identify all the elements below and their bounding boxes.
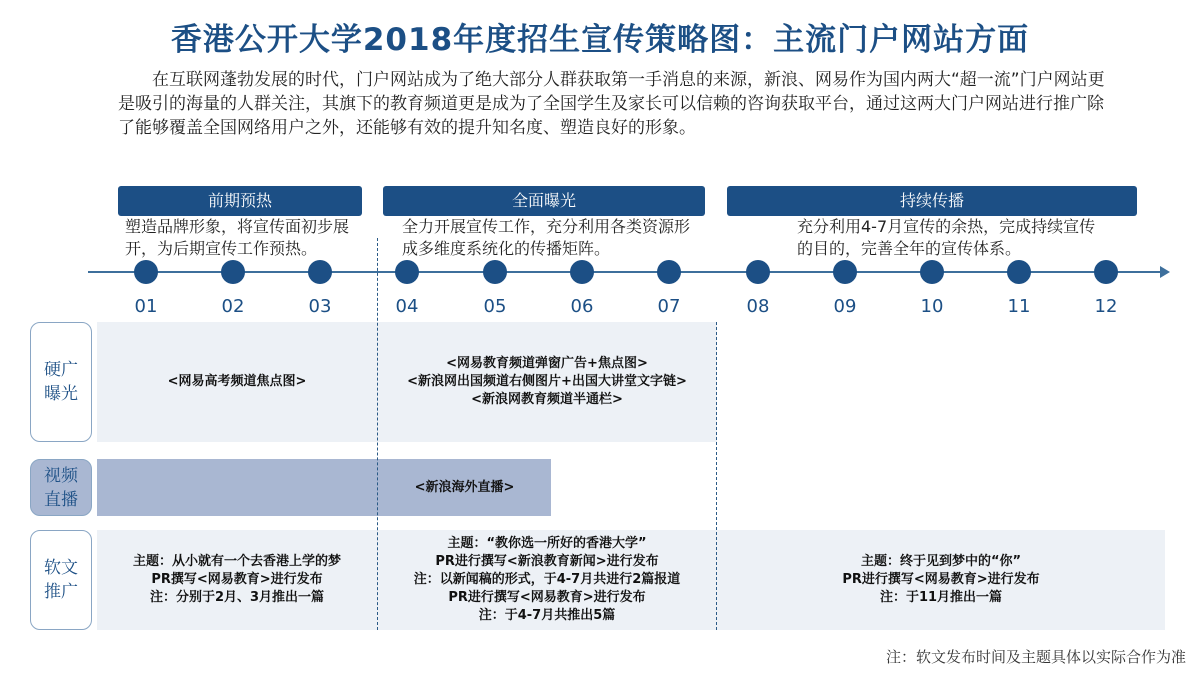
footnote: 注：软文发布时间及主题具体以实际合作为准 [885,648,1186,666]
month-label-04: 04 [395,296,419,317]
hard-ad-item: <新浪网教育频道半通栏> [471,392,623,407]
month-dot-02 [221,260,245,284]
month-dot-05 [483,260,507,284]
timeline-axis [88,271,1163,273]
month-label-03: 03 [308,296,332,317]
soft-item: PR进行撰写<新浪教育新闻>进行发布 [435,554,659,569]
soft-item: PR撰写<网易教育>进行发布 [151,572,323,587]
month-label-09: 09 [833,296,857,317]
soft-item: PR进行撰写<网易教育>进行发布 [842,572,1040,587]
month-label-10: 10 [920,296,944,317]
month-label-08: 08 [746,296,770,317]
month-label-06: 06 [570,296,594,317]
month-dot-12 [1094,260,1118,284]
timeline-arrow-icon [1160,266,1170,278]
row-label-hard-ad-text: 硬广曝光 [44,360,78,404]
row-label-hard-ad [30,322,92,442]
video-item: <新浪海外直播> [414,479,515,495]
month-dot-04 [395,260,419,284]
row-label-video [30,459,92,516]
phase-desc-continuous: 充分利用4-7月宣传的余热，完成持续宣传的目的，完善全年的宣传体系。 [797,217,1096,258]
phase-desc-exposure: 全力开展宣传工作，充分利用各类资源形成多维度系统化的传播矩阵。 [402,217,691,258]
soft-item: 注：以新闻稿的形式，于4-7月共进行2篇报道 [413,572,681,587]
hard-ad-item: <网易教育频道弹窗广告+焦点图> [446,356,648,371]
month-dot-03 [308,260,332,284]
soft-cell-exposure [378,530,716,630]
soft-item: 主题：终于见到梦中的“你” [860,554,1022,569]
row-label-soft [30,530,92,630]
month-label-02: 02 [221,296,245,317]
month-label-01: 01 [134,296,158,317]
row-label-video-text: 视频直播 [44,465,78,510]
phase-header-exposure: 全面曝光 [383,186,705,216]
month-dot-01 [134,260,158,284]
soft-item: 主题：“教你选一所好的香港大学” [447,536,647,551]
hard-ad-item: <新浪网出国频道右侧图片+出国大讲堂文字链> [407,374,687,389]
soft-item: 注：于11月推出一篇 [879,590,1003,605]
soft-cell-continuous [717,530,1165,630]
month-dot-06 [570,260,594,284]
month-label-07: 07 [657,296,681,317]
video-cell [378,459,551,516]
page-title: 香港公开大学2018年度招生宣传策略图：主流门户网站方面 [170,22,1030,58]
row-label-soft-text: 软文推广 [44,558,78,602]
phase-header-preheat: 前期预热 [118,186,362,216]
soft-item: 注：分别于2月、3月推出一篇 [149,590,325,605]
month-dot-09 [833,260,857,284]
hard-ad-cell-exposure [378,322,716,442]
month-dot-10 [920,260,944,284]
hard-ad-cell-preheat [97,322,377,442]
phase-desc-preheat: 塑造品牌形象，将宣传面初步展开，为后期宣传工作预热。 [125,217,350,258]
soft-item: 注：于4-7月共推出5篇 [478,608,616,623]
intro-paragraph: 在互联网蓬勃发展的时代，门户网站成为了绝大部分人群获取第一手消息的来源，新浪、网易作为国内两大“超一流”门户网站更是吸引的海量的人群关注，其旗下的教育频道更是成为了全国学生及家长可以信赖的咨询获取平台，通过这两大门户网站进行推广除了能够覆盖全国网络用户之外，还能够有效的提升知名度、塑造良好的形象。 [118,70,1105,138]
month-label-12: 12 [1094,296,1118,317]
month-label-11: 11 [1007,296,1031,317]
soft-item: 主题：从小就有一个去香港上学的梦 [132,554,341,569]
month-label-05: 05 [483,296,507,317]
soft-item: PR进行撰写<网易教育>进行发布 [448,590,646,605]
phase-header-continuous: 持续传播 [727,186,1137,216]
month-dot-07 [657,260,681,284]
hard-ad-item: <网易高考频道焦点图> [167,374,307,389]
month-dot-08 [746,260,770,284]
soft-cell-preheat [97,530,377,630]
month-dot-11 [1007,260,1031,284]
